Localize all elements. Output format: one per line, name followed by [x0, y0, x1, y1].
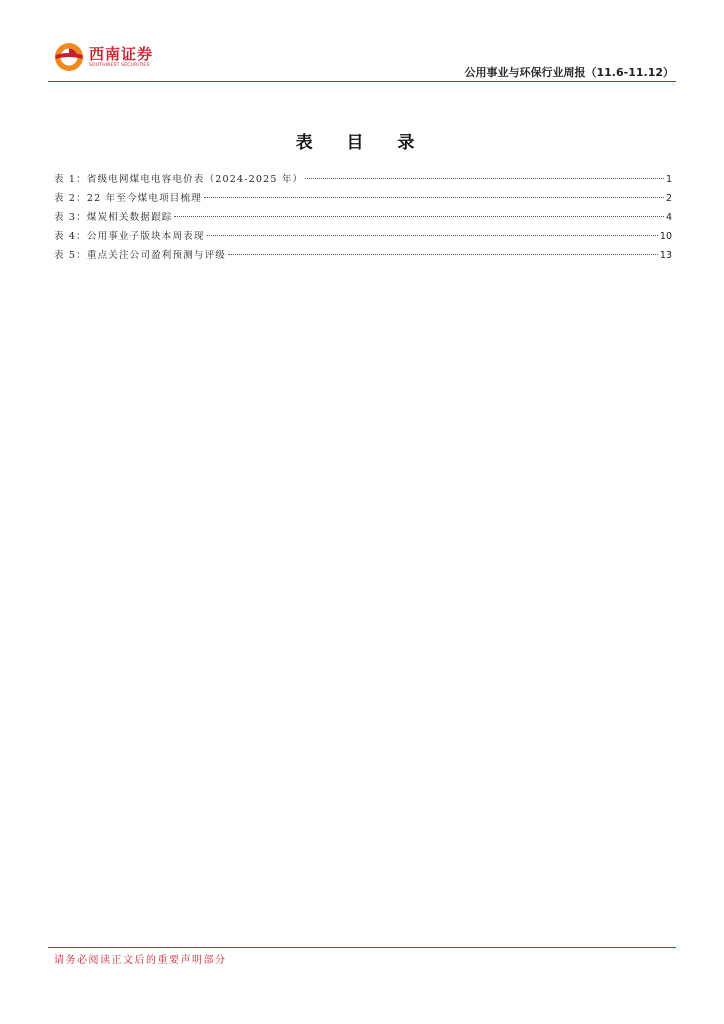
toc-leader-dots: [174, 216, 663, 217]
toc-entry[interactable]: [54, 170, 672, 189]
toc-entry[interactable]: [54, 208, 672, 227]
report-title: 公用事业与环保行业周报（11.6-11.12）: [464, 66, 674, 79]
header-divider: [48, 81, 676, 82]
table-of-tables-list: [54, 170, 672, 265]
page-header: [48, 40, 676, 82]
toc-entry-label[interactable]: 表 5：重点关注公司盈利预测与评级: [54, 250, 226, 261]
toc-leader-dots: [204, 197, 664, 198]
toc-entry[interactable]: [54, 227, 672, 246]
toc-leader-dots: [228, 254, 658, 255]
toc-leader-dots: [305, 178, 664, 179]
toc-entry-page[interactable]: 4: [665, 212, 672, 223]
logo-chinese-name: 西南证券: [89, 45, 154, 63]
toc-entry[interactable]: [54, 246, 672, 265]
disclaimer-note: 请务必阅读正文后的重要声明部分: [54, 955, 227, 966]
table-of-tables-title: 表 目 录: [295, 133, 429, 153]
toc-entry-page[interactable]: 2: [665, 193, 672, 204]
toc-entry-page[interactable]: 1: [665, 174, 672, 185]
toc-entry-label[interactable]: 表 4：公用事业子版块本周表现: [54, 231, 205, 242]
footer-divider: [48, 947, 676, 948]
toc-entry-page[interactable]: 10: [659, 231, 672, 242]
company-logo: [54, 42, 164, 76]
toc-leader-dots: [207, 235, 658, 236]
toc-entry-label[interactable]: 表 2：22 年至今煤电项目梳理: [54, 193, 202, 204]
toc-entry[interactable]: [54, 189, 672, 208]
toc-entry-page[interactable]: 13: [659, 250, 672, 261]
toc-entry-label[interactable]: 表 1：省级电网煤电电容电价表（2024-2025 年）: [54, 174, 304, 185]
logo-english-name: SOUTHWEST SECURITIES: [89, 63, 150, 68]
toc-entry-label[interactable]: 表 3：煤炭相关数据跟踪: [54, 212, 173, 223]
southwest-securities-logo-icon: [54, 42, 84, 72]
